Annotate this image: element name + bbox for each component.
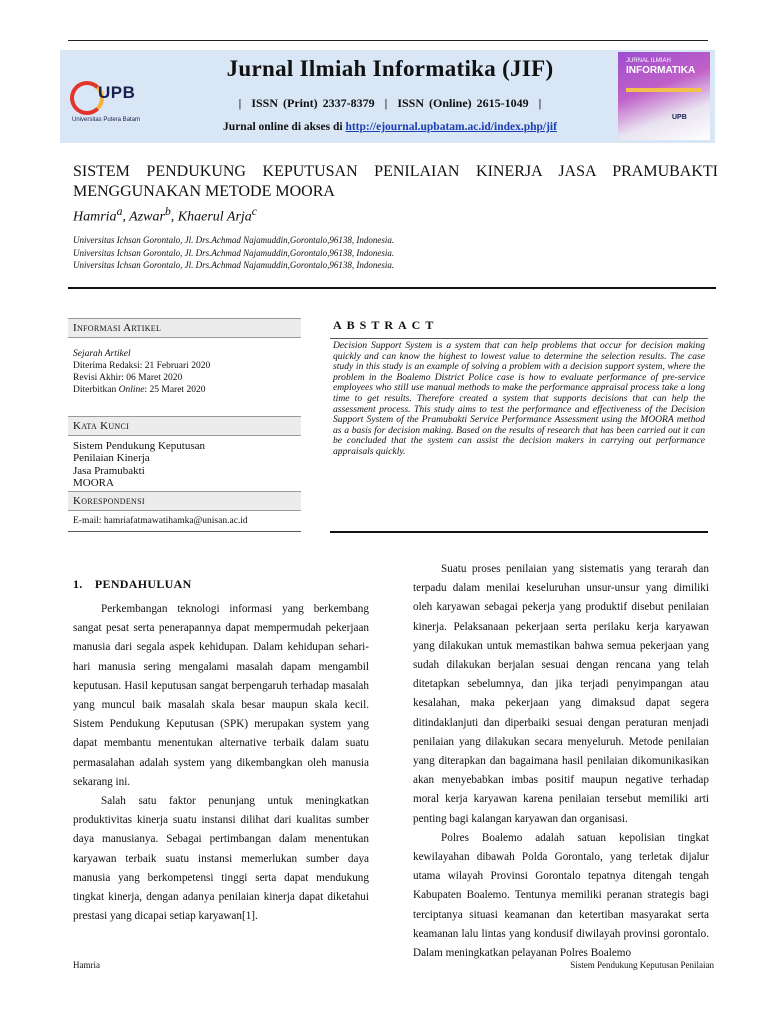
abstract-text: Decision Support System is a system that can help problems that occur for decision making quickly and can know the highest to lowest value to determine the selection results. The case study in this study is an example of solving a problem with a decision support system, where the problem in the Boalemo District Police case is how to evaluate performance of pre-service employees who still use manual methods to make the performance appraisal process take a long time to get results. Therefore created a system that supports decisions that can help the assessment process. This study aims to test the performance and effectiveness of the Decision Support System of the Pramubakti Service Performance Assessment using the MOORA method as a basis for decision making. Based on the results of research that has been carried out it can be concluded that the system can assist the decision makers in carrying out performance appraisals quickly. bbox=[333, 340, 705, 457]
section-divider bbox=[68, 287, 716, 289]
author-sup: a bbox=[116, 205, 123, 218]
journal-title: Jurnal Ilmiah Informatika (JIF) bbox=[226, 56, 554, 81]
author-sup: b bbox=[164, 205, 171, 218]
author-name: Hamria bbox=[73, 209, 117, 225]
correspondence-heading: Korespondensi bbox=[68, 491, 301, 511]
affiliation: Universitas Ichsan Gorontalo, Jl. Drs.Achmad Najamuddin,Gorontalo,96138, Indonesia. bbox=[73, 260, 395, 270]
upb-logo bbox=[68, 75, 156, 123]
info-heading: Informasi Artikel bbox=[68, 318, 301, 338]
title-line-1: SISTEM PENDUKUNG KEPUTUSAN PENILAIAN KINERJA JASA PRAMUBAKTI bbox=[73, 163, 718, 180]
received-date: Diterima Redaksi: 21 Februari 2020 bbox=[73, 361, 211, 371]
journal-url-link[interactable]: http://ejournal.upbatam.ac.id/index.php/jif bbox=[345, 121, 557, 133]
author-list: Hamria$^a$, Azwar$^b$, Khaerul Arja$^c$ bbox=[73, 205, 257, 225]
cover-big-text: INFORMATIKA bbox=[626, 65, 696, 76]
keyword: Jasa Pramubakti bbox=[73, 464, 145, 477]
cover-logo-text: UPB bbox=[672, 114, 687, 121]
info-bottom-rule bbox=[68, 531, 301, 532]
issn-line: | ISSN (Print) 2337-8379 | ISSN (Online) 2615-1049 | bbox=[238, 96, 542, 110]
published-date: Diterbitkan Online: 25 Maret 2020 bbox=[73, 385, 206, 395]
title-line-2: MENGGUNAKAN METODE MOORA bbox=[73, 183, 335, 200]
right-column bbox=[413, 560, 709, 963]
article-title bbox=[73, 162, 718, 202]
online-prefix: Jurnal online di akses di bbox=[223, 121, 343, 133]
affiliation: Universitas Ichsan Gorontalo, Jl. Drs.Achmad Najamuddin,Gorontalo,96138, Indonesia. bbox=[73, 247, 395, 258]
history-label: Sejarah Artikel bbox=[73, 349, 131, 359]
article-history bbox=[73, 348, 210, 396]
journal-banner bbox=[60, 50, 715, 143]
author-name: Azwar bbox=[129, 209, 165, 225]
keyword: MOORA bbox=[73, 476, 114, 489]
footer-running-title: Sistem Pendukung Keputusan Penilaian bbox=[570, 960, 714, 970]
logo-subtext: Universitas Putera Batam bbox=[72, 117, 141, 123]
online-access-line bbox=[160, 121, 620, 133]
revised-date: Revisi Akhir: 06 Maret 2020 bbox=[73, 373, 183, 383]
cover-stripe bbox=[626, 88, 702, 92]
abstract-heading: ABSTRACT bbox=[333, 318, 439, 332]
keywords-heading: Kata Kunci bbox=[68, 416, 301, 436]
issn-print: ISSN (Print) 2337-8379 bbox=[251, 96, 375, 110]
affiliation: Universitas Ichsan Gorontalo, Jl. Drs.Achmad Najamuddin,Gorontalo,96138, Indonesia. bbox=[73, 235, 395, 245]
issn-online: ISSN (Online) 2615-1049 bbox=[397, 96, 529, 110]
section-heading: 1. PENDAHULUAN bbox=[73, 577, 192, 591]
body-paragraph: Suatu proses penilaian yang sistematis yang terarah dan terpadu dalam menilai keseluruhan unsur-unsur yang dimiliki oleh karyawan sebagai pekerja yang produktif disebut penilaian kinerja. Pelaksanaan pekerjaan serta perilaku kerja karyawan yang dilakukan untuk memastikan bahwa semua pekerjaan yang sudah dilakukan berjalan sesuai dengan rencana yang telah ditetapkan sebelumnya, dan jika terjadi penyimpangan atau kesalahan, maka pekerjaan yang dimaksud dapat segera ditindaklanjuti dan diperbaiki sesuai dengan peraturan menjadi penilaian yang dilakukan secara menyeluruh. Metode penilaian yang diterapkan dan bagaimana hasil penilaian dikomunikasikan akan menyebabkan imbas positif maupun negative terhadap moral kerja karyawan karena penilaian tersebut memiliki arti penting bagi kalangan karyawan dan organisasi. bbox=[413, 563, 709, 825]
keyword-list bbox=[73, 440, 205, 489]
body-paragraph: Salah satu faktor penunjang untuk meningkatkan produktivitas kinerja suatu instansi dilihat dari kualitas sumber daya manusianya. Sebagai pertimbangan dalam menentukan karyawan terbaik suatu instansi memerlukan sumber daya manusia yang berkompetensi tinggi serta dapat mendukung tingkat kinerja, dengan adanya penilaian kinerja dapat diketahui prestasi yang dicapai setiap karyawan[1]. bbox=[73, 795, 369, 923]
logo-text: UPB bbox=[98, 83, 136, 102]
left-column bbox=[73, 600, 369, 926]
body-paragraph: Perkembangan teknologi informasi yang berkembang sangat pesat serta penerapannya dapat mempermudah pekerjaan manusia dari segala aspek kehidupan. Dalam kehidupan sehari-hari manusia sering mengalami masalah dapam mengambil keputusan. Hasil keputusan sangat berpengaruh terhadap masalah yang muncul baik masalah skala besar maupun skala kecil. Sistem Pendukung Keputusan (SPK) merupakan system yang dapat membantu menentukan alternative terbaik dalam suatu permasalahan adalah system yang dikembangkan oleh manusia sekarang ini. bbox=[73, 603, 369, 788]
footer-author: Hamria bbox=[73, 960, 100, 970]
journal-cover-thumbnail bbox=[618, 52, 710, 140]
author-name: Khaerul Arja bbox=[177, 209, 252, 225]
body-paragraph: Polres Boalemo adalah satuan kepolisian tingkat kewilayahan dibawah Polda Gorontalo, yang terletak dijalur utama wilayah Provinsi Gorontalo tepatnya ditengah tengah Kabupaten Boalemo. Tentunya memiliki peranan strategis bagi terciptanya situasi keamanan dan ketertiban masyarakat serta keamanan lalu lintas yang kondusif diwilayah provinsi gorontalo. Dalam meningkatkan pelayanan Polres Boalemo bbox=[413, 831, 709, 960]
keyword: Penilaian Kinerja bbox=[73, 452, 150, 465]
abstract-top-rule bbox=[330, 338, 708, 339]
author-sup: c bbox=[251, 205, 257, 218]
abstract-bottom-rule bbox=[330, 531, 708, 533]
correspondence-email: E-mail: hamriafatmawatihamka@unisan.ac.id bbox=[73, 516, 248, 526]
cover-small-text: JURNAL ILMIAH bbox=[626, 58, 671, 64]
top-rule bbox=[68, 40, 708, 41]
affiliations bbox=[73, 234, 394, 272]
keyword: Sistem Pendukung Keputusan bbox=[73, 440, 205, 452]
